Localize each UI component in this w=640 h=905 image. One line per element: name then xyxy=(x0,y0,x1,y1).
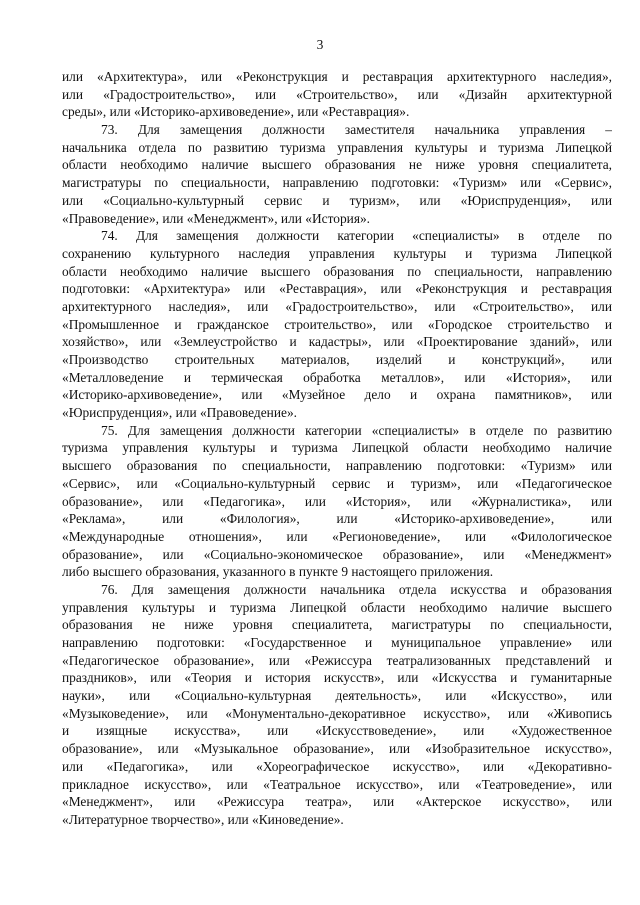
text-line: подготовки: «Архитектура» или «Реставрация», или «Реконструкция и реставрация xyxy=(62,281,612,297)
text-line: «Промышленное и гражданское строительство», или «Городское строительство и xyxy=(62,316,612,332)
text-line: науки», или «Социально-культурная деятельность», или «Искусство», или xyxy=(62,688,612,704)
text-line: праздников», или «Теория и история искусств», или «Искусства и гуманитарные xyxy=(62,670,612,686)
text-line: образование», или «Социально-экономическое образование», или «Менеджмент» xyxy=(62,546,612,562)
text-line: управления культуры и туризма Липецкой области необходимо наличие высшего xyxy=(62,599,612,615)
text-line: 76. Для замещения должности начальника отдела искусства и образования xyxy=(101,581,612,597)
text-line: или «Педагогика», или «Хореографическое искусство», или «Декоративно- xyxy=(62,758,612,774)
text-line: «Правоведение», или «Менеджмент», или «История». xyxy=(62,210,371,226)
text-line: «Сервис», или «Социально-культурный сервис и туризм», или «Педагогическое xyxy=(62,475,612,491)
text-line: «Педагогическое образование», или «Режиссура театрализованных представлений и xyxy=(62,652,612,668)
text-line: «Менеджмент», или «Режиссура театра», или «Актерское искусство», или xyxy=(62,794,612,810)
text-line: «Международные отношения», или «Регионоведение», или «Филологическое xyxy=(62,528,612,544)
text-line: начальника отдела по развитию туризма управления культуры и туризма Липецкой xyxy=(62,139,612,155)
text-line: «Литературное творчество», или «Киноведение». xyxy=(62,811,344,827)
text-line: «Историко-архивоведение», или «Музейное дело и охрана памятников», или xyxy=(62,387,612,403)
text-line: и изящные искусства», или «Искусствоведение», или «Художественное xyxy=(62,723,612,739)
text-line: магистратуры по специальности, направлению подготовки: «Туризм» или «Сервис», xyxy=(62,175,612,191)
text-line: «Производство строительных материалов, изделий и конструкций», или xyxy=(62,352,612,367)
text-line: области необходимо наличие высшего образования по специальности, направлению xyxy=(62,263,612,279)
text-line: «Реклама», или «Филология», или «Историко-архивоведение», или xyxy=(62,511,612,527)
text-line: или «Градостроительство», или «Строительство», или «Дизайн архитектурной xyxy=(62,86,612,102)
text-line: 74. Для замещения должности категории «специалисты» в отделе по xyxy=(101,228,612,244)
text-line: сохранению культурного наследия управления культуры и туризма Липецкой xyxy=(62,245,612,261)
text-line: направлению подготовки: «Государственное и муниципальное управление» или xyxy=(62,635,612,650)
text-line: высшего образования по специальности, направлению подготовки: «Туризм» или xyxy=(62,458,612,474)
text-line: или «Архитектура», или «Реконструкция и реставрация архитектурного наследия», xyxy=(62,69,612,84)
page-number: 3 xyxy=(316,37,324,52)
text-line: туризма управления культуры и туризма Липецкой области необходимо наличие xyxy=(62,440,612,456)
text-line: «Металловедение и термическая обработка металлов», или «История», или xyxy=(62,369,612,385)
text-line: хозяйство», или «Землеустройство и кадастры», или «Проектирование зданий», или xyxy=(62,334,612,350)
text-line: либо высшего образования, указанного в пункте 9 настоящего приложения. xyxy=(62,564,494,580)
text-line: образование», или «Музыкальное образование», или «Изобразительное искусство», xyxy=(62,741,612,757)
text-line: области необходимо наличие высшего образования не ниже уровня специалитета, xyxy=(62,157,612,173)
text-line: образования не ниже уровня специалитета, магистратуры по специальности, xyxy=(62,617,612,633)
text-line: прикладное искусство», или «Театральное искусство», или «Театроведение», или xyxy=(62,776,612,792)
text-line: среды», или «Историко-архивоведение», или «Реставрация». xyxy=(62,104,410,120)
text-line: 75. Для замещения должности категории «специалисты» в отделе по развитию xyxy=(101,422,612,438)
text-line: архитектурного наследия», или «Градостроительство», или «Строительство», или xyxy=(62,298,612,314)
text-line: или «Социально-культурный сервис и туризм», или «Юриспруденция», или xyxy=(62,192,612,208)
text-line: «Юриспруденция», или «Правоведение». xyxy=(62,405,297,421)
document-body xyxy=(62,68,612,829)
text-line: «Музыковедение», или «Монументально-декоративное искусство», или «Живопись xyxy=(62,705,612,721)
text-line: 73. Для замещения должности заместителя начальника управления – xyxy=(101,122,612,138)
text-line: образование», или «Педагогика», или «История», или «Журналистика», или xyxy=(62,493,612,509)
